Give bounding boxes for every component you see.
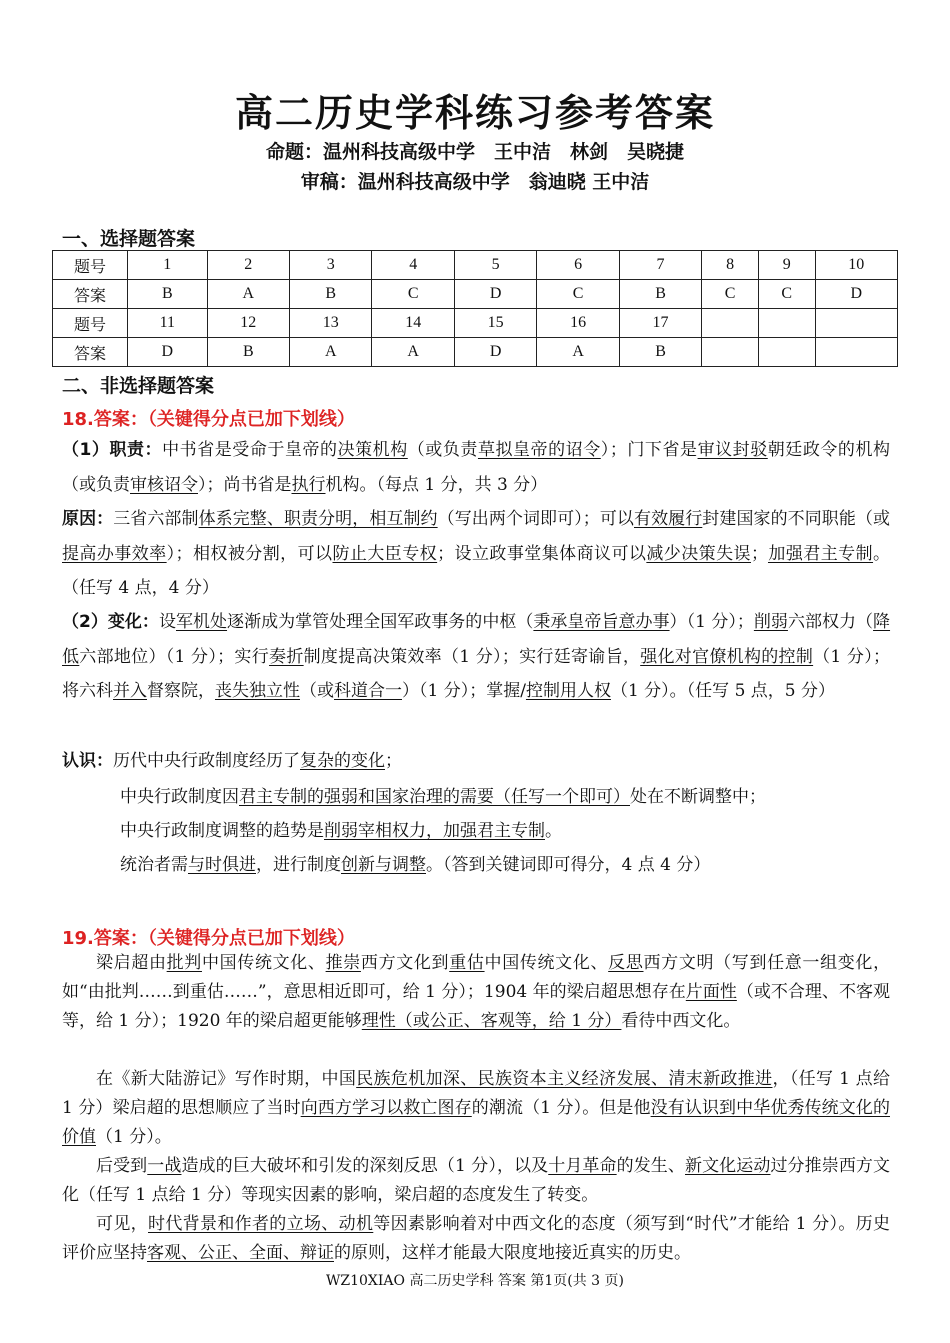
table-cell: 8 [702,251,759,280]
table-row [53,338,898,367]
q19-heading: 19.答案：（关键得分点已加下划线） [62,928,355,949]
table-cell: D [815,280,898,309]
q18-understanding-line2: 中央行政制度因君主专制的强弱和国家治理的需要（任写一个即可）处在不断调整中； [120,787,766,807]
table-cell: 2 [207,251,289,280]
authors-line: 命题：温州科技高级中学 王中洁 林剑 吴晓捷 [265,141,684,163]
section-heading-non-choice: 二、非选择题答案 [62,375,215,397]
table-row [53,280,898,309]
answer-table [52,250,898,367]
table-cell: B [619,338,701,367]
q18-understanding-line3: 中央行政制度调整的趋势是削弱宰相权力，加强君主专制。 [120,821,562,841]
table-cell: D [454,338,536,367]
table-cell: D [454,280,536,309]
table-cell: C [758,280,815,309]
section-heading-choice: 一、选择题答案 [62,228,196,250]
q18-part2-changes: （2）变化：设军机处逐渐成为掌管处理全国军政事务的中枢（秉承皇帝旨意办事）（1 分）；削弱六部权力（降低六部地位）（1 分）；实行奏折制度提高决策效率（1 分）；实行廷寄谕旨，强化对官僚机构的控制（1 分）；将六科并入督察院，丧失独立性（或科道合一）（1 分）；掌握/控制用人权（1 分）。（任写 5 点，5 分） [62,612,891,701]
q18-heading: 18.答案：（关键得分点已加下划线） [62,409,355,430]
table-cell: 14 [372,309,454,338]
page-footer: WZ10XIAO 高二历史学科 答案 第1页(共 3 页) [325,1273,624,1289]
table-cell: 1 [128,251,208,280]
table-cell: B [128,280,208,309]
table-cell: 4 [372,251,454,280]
table-row [53,309,898,338]
table-cell: 7 [619,251,701,280]
table-cell [702,338,759,367]
table-cell: 9 [758,251,815,280]
table-cell: 13 [290,309,372,338]
table-cell [758,338,815,367]
table-cell: D [128,338,208,367]
q18-understanding: 认识：历代中央行政制度经历了复杂的变化； [62,751,402,771]
table-row-header: 答案 [53,280,128,309]
table-cell: 6 [537,251,619,280]
table-cell: C [702,280,759,309]
table-cell: A [290,338,372,367]
table-cell: 12 [207,309,289,338]
table-cell: 15 [454,309,536,338]
table-cell: A [207,280,289,309]
table-cell [758,309,815,338]
reviewers-line: 审稿：温州科技高级中学 翁迪晓 王中洁 [300,171,650,193]
q18-understanding-line4: 统治者需与时俱进，进行制度创新与调整。（答到关键词即可得分，4 点 4 分） [120,855,711,875]
table-cell: C [537,280,619,309]
table-cell: 10 [815,251,898,280]
q18-part1-duties: （1）职责：中书省是受命于皇帝的决策机构（或负责草拟皇帝的诏令）；门下省是审议封驳朝廷政令的机构（或负责审核诏令）；尚书省是执行机构。（每点 1 分，共 3 分） [62,440,891,495]
table-cell: 16 [537,309,619,338]
q19-para1: 梁启超由批判中国传统文化、推崇西方文化到重估中国传统文化、反思西方文明（写到任意一组变化，如“由批判……到重估……”，意思相近即可，给 1 分）；1904 年的梁启超思想存在片面性（或不合理、不客观等，给 1 分）；1920 年的梁启超更能够理性（或公正、客观等，给 1 分）看待中西文化。 [62,953,891,1031]
table-cell: A [372,338,454,367]
table-cell [815,338,898,367]
q18-part1-reasons: 原因：三省六部制体系完整、职责分明，相互制约（写出两个词即可）；可以有效履行封建国家的不同职能（或提高办事效率）；相权被分割，可以防止大臣专权；设立政事堂集体商议可以减少决策失误；加强君主专制。（任写 4 点，4 分） [62,509,891,598]
table-cell: 11 [128,309,208,338]
table-cell: C [372,280,454,309]
table-cell: 3 [290,251,372,280]
table-row-header: 答案 [53,338,128,367]
table-row-header: 题号 [53,309,128,338]
table-cell [702,309,759,338]
q19-para4: 可见，时代背景和作者的立场、动机等因素影响着对中西文化的态度（须写到“时代”才能给 1 分）。历史评价应坚持客观、公正、全面、辩证的原则，这样才能最大限度地接近真实的历史。 [62,1214,891,1263]
table-cell: 17 [619,309,701,338]
table-row [53,251,898,280]
q19-para3: 后受到一战造成的巨大破坏和引发的深刻反思（1 分），以及十月革命的发生、新文化运动过分推崇西方文化（任写 1 点给 1 分）等现实因素的影响，梁启超的态度发生了转变。 [62,1156,891,1205]
table-cell: 5 [454,251,536,280]
page-title: 高二历史学科练习参考答案 [234,91,715,135]
q19-para2: 在《新大陆游记》写作时期，中国民族危机加深、民族资本主义经济发展、清末新政推进，（任写 1 点给 1 分）梁启超的思想顺应了当时向西方学习以救亡图存的潮流（1 分）。但是他没有认识到中华优秀传统文化的价值（1 分）。 [62,1069,891,1147]
table-cell: B [290,280,372,309]
table-cell: B [207,338,289,367]
table-cell: B [619,280,701,309]
table-cell: A [537,338,619,367]
table-row-header: 题号 [53,251,128,280]
table-cell [815,309,898,338]
